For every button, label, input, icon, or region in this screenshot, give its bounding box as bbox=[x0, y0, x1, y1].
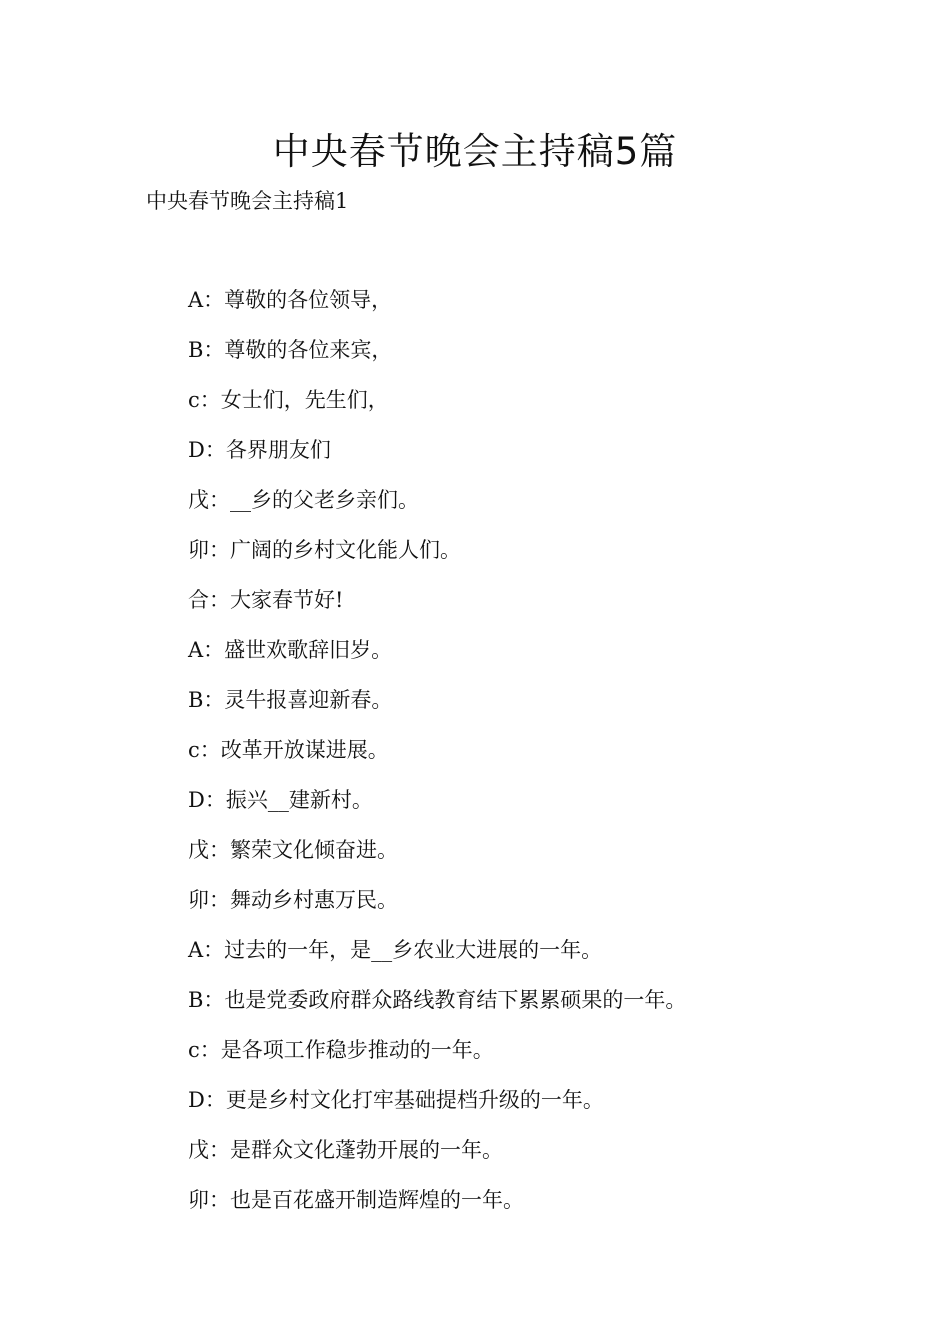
dialogue-line: c：改革开放谋进展。 bbox=[188, 738, 389, 762]
dialogue-line: 卯：舞动乡村惠万民。 bbox=[188, 888, 398, 912]
dialogue-line: 合：大家春节好! bbox=[188, 588, 344, 612]
dialogue-line: A：过去的一年，是__乡农业大进展的一年。 bbox=[188, 938, 603, 962]
dialogue-line: B：尊敬的各位来宾， bbox=[188, 338, 393, 362]
page-title: 中央春节晚会主持稿5篇 bbox=[272, 130, 678, 173]
dialogue-line: D：振兴__建新村。 bbox=[188, 788, 373, 812]
dialogue-line: 戊：是群众文化蓬勃开展的一年。 bbox=[188, 1138, 503, 1162]
dialogue-line: c：女士们，先生们， bbox=[188, 388, 389, 412]
dialogue-line: 戊：繁荣文化倾奋进。 bbox=[188, 838, 398, 862]
dialogue-line: c：是各项工作稳步推动的一年。 bbox=[188, 1038, 494, 1062]
dialogue-line: 卯：也是百花盛开制造辉煌的一年。 bbox=[188, 1188, 524, 1212]
dialogue-line: D：更是乡村文化打牢基础提档升级的一年。 bbox=[188, 1088, 604, 1112]
dialogue-line: A：盛世欢歌辞旧岁。 bbox=[188, 638, 393, 662]
dialogue-line: 卯：广阔的乡村文化能人们。 bbox=[188, 538, 461, 562]
dialogue-line: 戊：__乡的父老乡亲们。 bbox=[188, 488, 419, 512]
section-subtitle: 中央春节晚会主持稿1 bbox=[146, 189, 349, 213]
dialogue-line: B：也是党委政府群众路线教育结下累累硕果的一年。 bbox=[188, 988, 687, 1012]
dialogue-list bbox=[188, 285, 868, 1235]
dialogue-line: B：灵牛报喜迎新春。 bbox=[188, 688, 393, 712]
dialogue-line: D：各界朋友们 bbox=[188, 438, 331, 462]
dialogue-line: A：尊敬的各位领导， bbox=[188, 288, 393, 312]
